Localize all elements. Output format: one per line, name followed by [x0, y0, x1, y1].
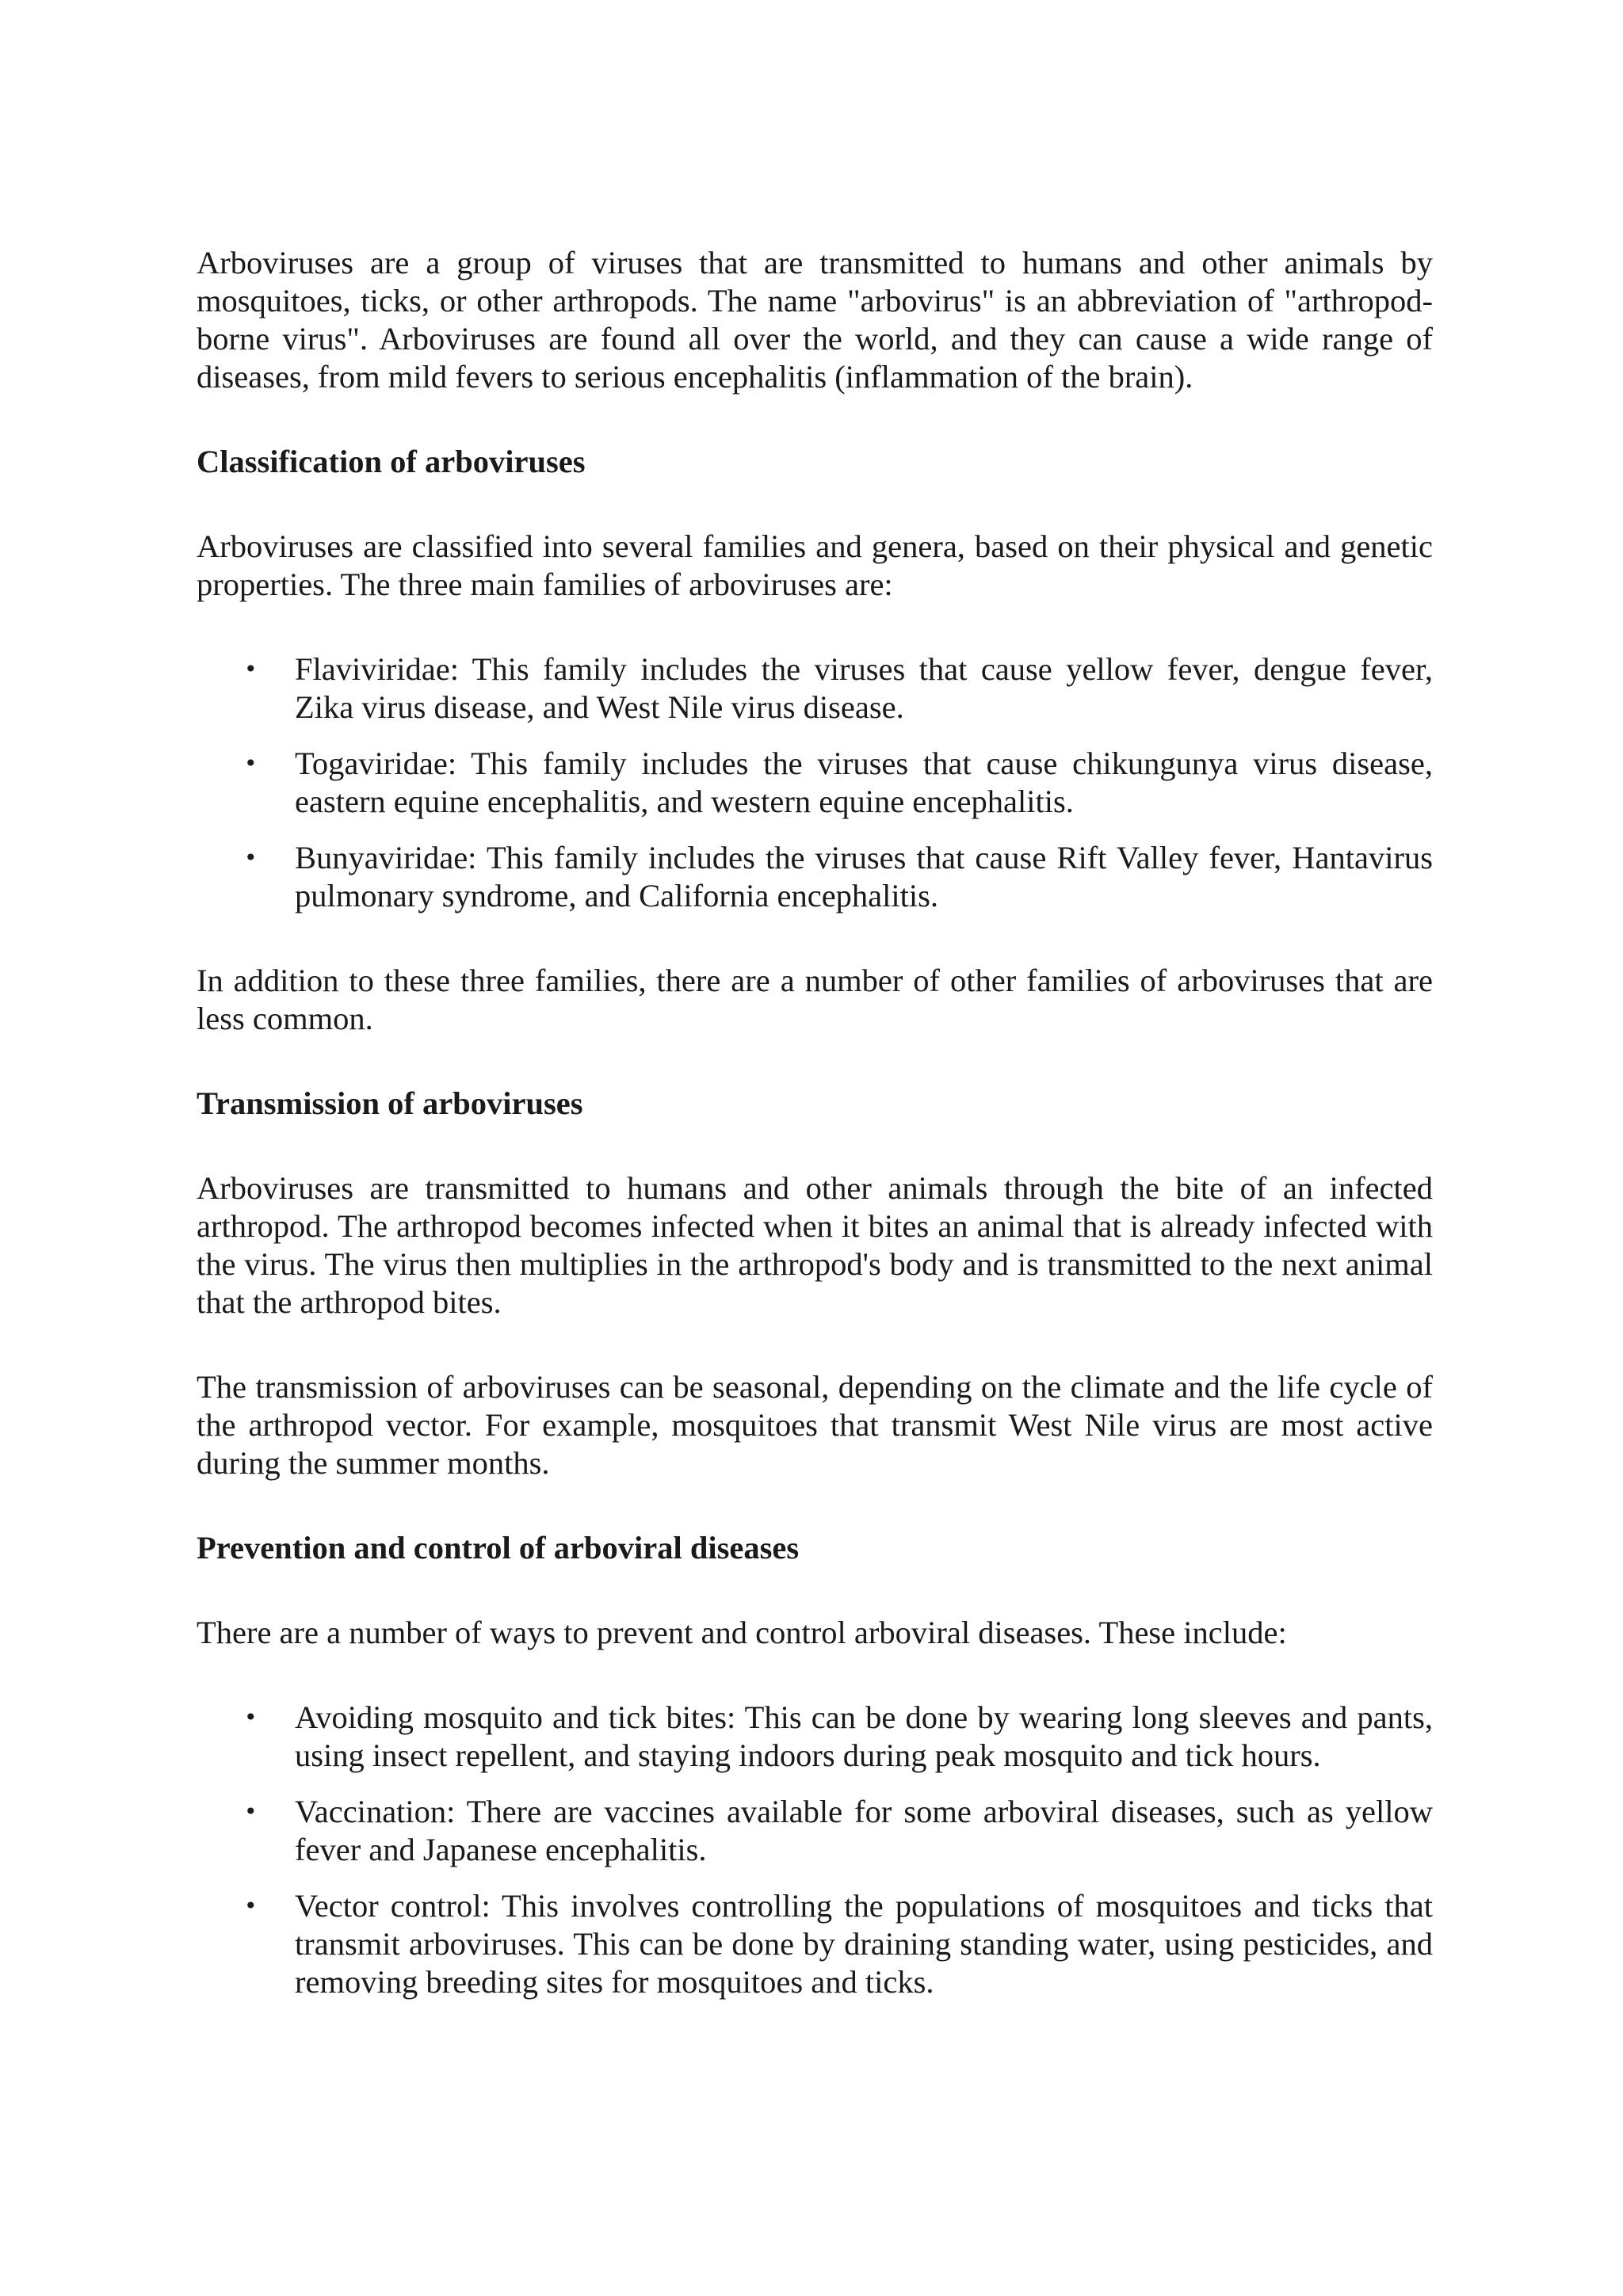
bullet-icon: •	[244, 656, 258, 682]
list-item	[197, 745, 1433, 821]
bullet-icon: •	[244, 1704, 258, 1730]
transmission-heading: Transmission of arboviruses	[197, 1085, 583, 1121]
list-item-text: Avoiding mosquito and tick bites: This can be done by wearing long sleeves and pants, using insect repellent, and staying indoors during peak mosquito and tick hours.	[295, 1699, 1433, 1773]
classification-heading: Classification of arboviruses	[197, 444, 586, 479]
prevention-heading: Prevention and control of arboviral diseases	[197, 1530, 800, 1566]
families-list	[197, 650, 1433, 915]
transmission-paragraph-2: The transmission of arboviruses can be seasonal, depending on the climate and the life cycle of the arthropod vector. For example, mosquitoes that transmit West Nile virus are most active during the summer months.	[197, 1369, 1433, 1481]
classification-paragraph: Arboviruses are classified into several families and genera, based on their physical and genetic properties. The three main families of arboviruses are:	[197, 528, 1433, 602]
list-item	[197, 650, 1433, 727]
prevention-paragraph: There are a number of ways to prevent and control arboviral diseases. These include:	[197, 1615, 1287, 1650]
list-item	[197, 1793, 1433, 1869]
transmission-paragraph-1: Arboviruses are transmitted to humans and other animals through the bite of an infected arthropod. The arthropod becomes infected when it bites an animal that is already infected with the virus. The virus then multiplies in the arthropod's body and is transmitted to the next animal that the arthropod bites.	[197, 1170, 1433, 1320]
bullet-icon: •	[244, 845, 258, 871]
prevention-list	[197, 1699, 1433, 2001]
bullet-icon: •	[244, 750, 258, 776]
classification-closing-paragraph: In addition to these three families, there are a number of other families of arboviruses that are less common.	[197, 963, 1433, 1036]
bullet-icon: •	[244, 1798, 258, 1825]
list-item-text: Vaccination: There are vaccines available for some arboviral diseases, such as yellow fever and Japanese encephalitis.	[295, 1794, 1433, 1867]
list-item	[197, 839, 1433, 915]
intro-paragraph: Arboviruses are a group of viruses that are transmitted to humans and other animals by mosquitoes, ticks, or other arthropods. The name "arbovirus" is an abbreviation of "arthropod-borne virus". Arboviruses are found all over the world, and they can cause a wide range of diseases, from mild fevers to serious encephalitis (inflammation of the brain).	[197, 245, 1433, 395]
document-page	[197, 244, 1433, 2048]
list-item	[197, 1699, 1433, 1775]
list-item-text: Vector control: This involves controlling the populations of mosquitoes and ticks that transmit arboviruses. This can be done by draining standing water, using pesticides, and removing breeding sites for mosquitoes and ticks.	[295, 1888, 1433, 2000]
list-item-text: Flaviviridae: This family includes the viruses that cause yellow fever, dengue fever, Zika virus disease, and West Nile virus disease.	[295, 651, 1433, 725]
bullet-icon: •	[244, 1893, 258, 1919]
list-item	[197, 1887, 1433, 2001]
list-item-text: Bunyaviridae: This family includes the viruses that cause Rift Valley fever, Hantavirus pulmonary syndrome, and California encephalitis.	[295, 840, 1433, 913]
list-item-text: Togaviridae: This family includes the viruses that cause chikungunya virus disease, eastern equine encephalitis, and western equine encephalitis.	[295, 746, 1433, 819]
